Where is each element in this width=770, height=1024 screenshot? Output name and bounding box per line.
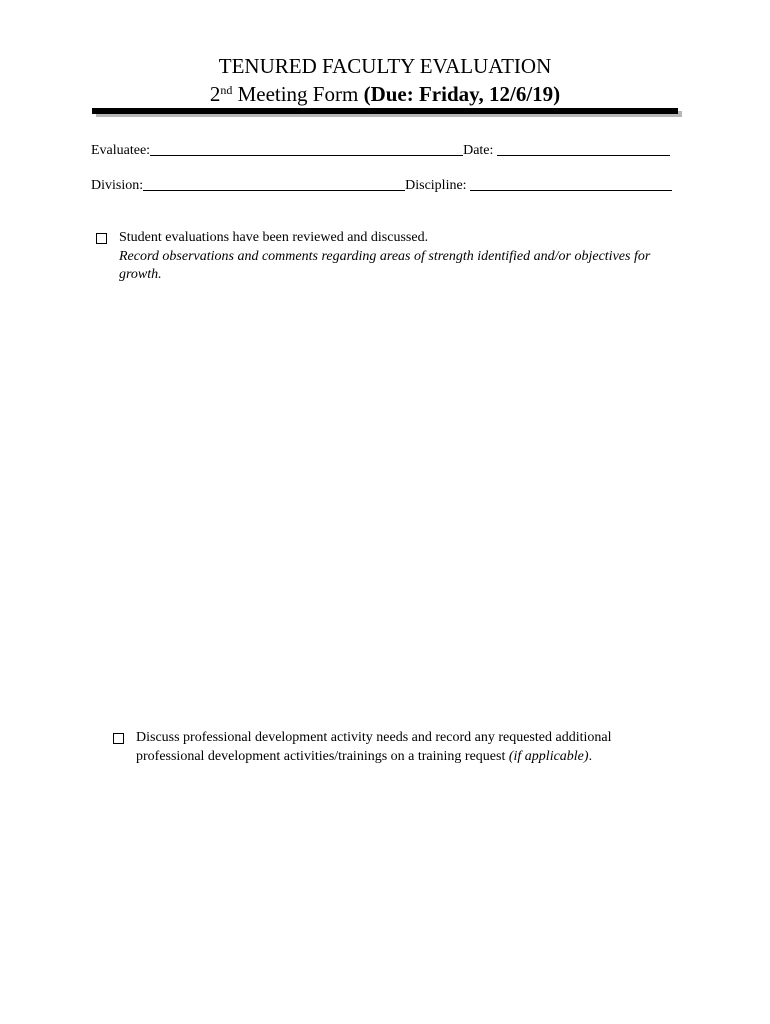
due-date: (Due: Friday, 12/6/19) — [363, 82, 561, 106]
student-evaluations-label: Student evaluations have been reviewed and discussed. — [119, 230, 429, 245]
subtitle-ordinal: 2 — [209, 82, 221, 106]
student-evaluations-item — [119, 229, 684, 285]
header-rule — [92, 108, 678, 114]
professional-development-label: Discuss professional development activity needs and record any requested additional professional development activities/trainings on a training request — [136, 730, 612, 764]
evaluatee-field[interactable] — [150, 142, 463, 156]
header-rule-shadow-side — [678, 111, 682, 117]
note-suffix: . — [588, 748, 593, 764]
division-field[interactable] — [143, 177, 405, 191]
discipline-field[interactable] — [470, 177, 672, 191]
student-evaluations-checkbox[interactable] — [96, 233, 107, 244]
professional-development-comments-area[interactable] — [136, 775, 676, 995]
division-discipline-row — [91, 177, 672, 194]
professional-development-item — [136, 729, 661, 766]
form-title: TENURED FACULTY EVALUATION — [218, 54, 552, 78]
date-label: Date: — [463, 143, 494, 158]
student-evaluations-instruction: Record observations and comments regarding areas of strength identified and/or objectives for growth. — [119, 248, 651, 282]
professional-development-checkbox[interactable] — [113, 733, 124, 744]
header-rule-shadow — [96, 114, 682, 117]
evaluatee-label: Evaluatee: — [91, 143, 151, 158]
form-subtitle — [0, 81, 770, 107]
student-evaluations-comments-area[interactable] — [119, 290, 679, 710]
subtitle-text: Meeting Form — [232, 82, 364, 106]
if-applicable-note: (if applicable) — [508, 748, 589, 764]
division-label: Division: — [91, 178, 144, 193]
date-field[interactable] — [497, 142, 670, 156]
evaluatee-date-row — [91, 142, 670, 159]
subtitle-ordinal-suffix: nd — [220, 83, 233, 97]
discipline-label: Discipline: — [405, 178, 467, 193]
